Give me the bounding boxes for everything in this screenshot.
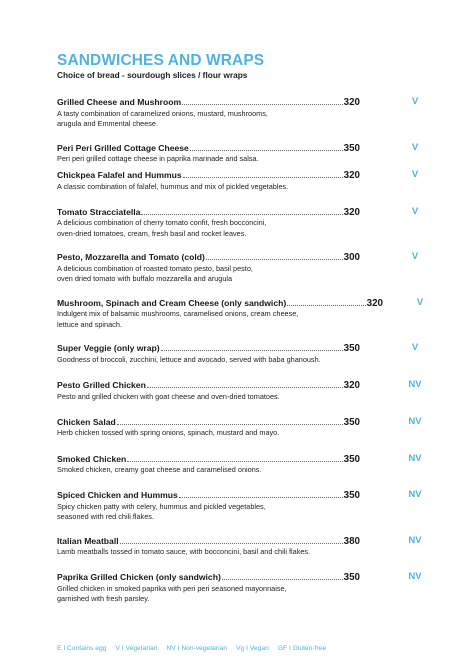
legend-entry: E I Contains egg bbox=[57, 645, 107, 652]
diet-mark: V bbox=[411, 251, 419, 263]
dot-leader bbox=[120, 542, 343, 544]
dot-leader bbox=[161, 349, 343, 351]
menu-item-description: arugula and Emmental cheese. bbox=[57, 119, 159, 128]
menu-item-description: oven dried tomato with buffalo mozzarella and arugula bbox=[57, 274, 233, 284]
menu-item-heading bbox=[57, 96, 360, 108]
menu-item-price: 350 bbox=[343, 343, 360, 355]
menu-item-description: Peri peri grilled cottage cheese in paprika marinade and salsa. bbox=[57, 154, 259, 163]
menu-item-description: Smoked chicken, creamy goat cheese and caramelised onions. bbox=[57, 465, 262, 475]
diet-mark: NV bbox=[408, 489, 422, 501]
menu-item-description: A delicious combination of roasted tomato pesto, basil pesto, bbox=[57, 263, 253, 273]
menu-item-heading bbox=[57, 297, 383, 309]
menu-item-name: Pesto Grilled Chicken bbox=[57, 380, 146, 391]
menu-item bbox=[57, 169, 427, 206]
dot-leader bbox=[147, 386, 343, 388]
menu-item-heading bbox=[57, 169, 360, 181]
menu-item-heading bbox=[57, 379, 360, 391]
legend-entry: V I Vegetarian bbox=[115, 645, 158, 652]
menu-item-list bbox=[57, 96, 427, 617]
menu-item-heading bbox=[57, 206, 360, 218]
dot-leader bbox=[183, 176, 343, 178]
menu-item-heading bbox=[57, 571, 360, 583]
dot-leader bbox=[222, 578, 343, 580]
page-title: SANDWICHES AND WRAPS bbox=[57, 52, 265, 69]
menu-item-description: Pesto and grilled chicken with goat cheese and oven-dried tomatoes. bbox=[57, 391, 280, 401]
menu-item-description: lettuce and spinach. bbox=[57, 319, 122, 329]
menu-item-heading bbox=[57, 251, 360, 263]
menu-item-heading bbox=[57, 453, 360, 465]
menu-item-name: Tomato Stracciatella bbox=[57, 206, 141, 217]
menu-item-price: 320 bbox=[343, 170, 360, 182]
menu-item bbox=[57, 453, 427, 490]
menu-item-description: seasoned with red chili flakes. bbox=[57, 512, 154, 522]
menu-item-description: Goodness of broccoli, zucchini, lettuce and avocado, served with baba ghanoush. bbox=[57, 354, 321, 364]
menu-item-price: 380 bbox=[343, 535, 360, 547]
menu-item-description: oven-dried tomatoes, cream, fresh basil and rocket leaves. bbox=[57, 228, 247, 238]
menu-item-name: Paprika Grilled Chicken (only sandwich) bbox=[57, 572, 221, 583]
menu-item-name: Italian Meatball bbox=[57, 535, 119, 546]
menu-item-price: 320 bbox=[343, 206, 360, 218]
menu-item-price: 320 bbox=[343, 380, 360, 392]
menu-item-name: Smoked Chicken bbox=[57, 453, 127, 464]
legend-entry: GF I Gluten-free bbox=[277, 645, 327, 652]
menu-item-description: Spicy chicken patty with celery, hummus and pickled vegetables, bbox=[57, 501, 266, 511]
legend-entry: NV I Non-vegetarian bbox=[166, 645, 228, 652]
menu-item-price: 350 bbox=[343, 453, 360, 465]
dot-leader bbox=[127, 460, 342, 462]
menu-item bbox=[57, 379, 427, 416]
menu-item-price: 350 bbox=[343, 490, 360, 502]
menu-item bbox=[57, 535, 427, 572]
legend-entry: Vg I Vegan bbox=[236, 645, 269, 652]
dot-leader bbox=[179, 496, 343, 498]
menu-item-description: garnished with fresh parsley. bbox=[57, 594, 150, 604]
dietary-legend bbox=[57, 645, 326, 652]
menu-item-description: A classic combination of falafel, hummus and mix of pickled vegetables. bbox=[57, 181, 289, 191]
menu-item bbox=[57, 489, 427, 535]
dot-leader bbox=[117, 423, 343, 425]
menu-item-heading bbox=[57, 489, 360, 501]
menu-item bbox=[57, 571, 427, 617]
menu-item-name: Mushroom, Spinach and Cream Cheese (only sandwich) bbox=[57, 297, 287, 308]
dot-leader bbox=[190, 149, 343, 151]
menu-item-description: A delicious combination of cherry tomato confit, fresh bocconcini, bbox=[57, 218, 267, 228]
diet-mark: V bbox=[411, 169, 419, 181]
menu-item-name: Spiced Chicken and Hummus bbox=[57, 490, 178, 501]
menu-item-name: Super Veggie (only wrap) bbox=[57, 343, 160, 354]
menu-item bbox=[57, 342, 427, 379]
menu-item bbox=[57, 297, 427, 343]
menu-item-heading bbox=[57, 535, 360, 547]
dot-leader bbox=[287, 304, 365, 306]
menu-item-price: 320 bbox=[343, 97, 360, 108]
menu-item-heading bbox=[57, 342, 360, 354]
diet-mark: V bbox=[416, 296, 424, 308]
menu-item-heading bbox=[57, 416, 360, 428]
menu-item-heading bbox=[57, 142, 360, 154]
page-subtitle: Choice of bread - sourdough slices / flour wraps bbox=[57, 70, 248, 80]
menu-item-price: 320 bbox=[366, 297, 383, 309]
menu-item-price: 350 bbox=[343, 416, 360, 428]
menu-item-description: Herb chicken tossed with spring onions, spinach, mustard and mayo. bbox=[57, 428, 280, 438]
dot-leader bbox=[141, 213, 342, 215]
menu-item-price: 350 bbox=[343, 572, 360, 584]
menu-item-description: A tasty combination of caramelized onions, mustard, mushrooms, bbox=[57, 108, 268, 118]
menu-item bbox=[57, 416, 427, 453]
diet-mark: NV bbox=[408, 452, 422, 464]
diet-mark: NV bbox=[408, 534, 422, 546]
diet-mark: NV bbox=[408, 379, 422, 391]
diet-mark: V bbox=[411, 205, 419, 217]
menu-item-price: 350 bbox=[343, 142, 360, 154]
menu-item-name: Grilled Cheese and Mushroom bbox=[57, 97, 182, 107]
diet-mark: V bbox=[411, 141, 419, 153]
menu-item-description: Lamb meatballs tossed in tomato sauce, with bocconcini, basil and chili flakes. bbox=[57, 547, 311, 557]
menu-item-description: Grilled chicken in smoked paprika with peri peri seasoned mayonnaise, bbox=[57, 583, 287, 593]
menu-item-price: 300 bbox=[343, 252, 360, 264]
menu-item-name: Peri Peri Grilled Cottage Cheese bbox=[57, 142, 189, 153]
menu-item bbox=[57, 206, 427, 252]
menu-item-description: Indulgent mix of balsamic mushrooms, caramelised onions, cream cheese, bbox=[57, 309, 299, 319]
menu-item-name: Chicken Salad bbox=[57, 416, 116, 427]
diet-mark: NV bbox=[408, 415, 422, 427]
menu-item-name: Chickpea Falafel and Hummus bbox=[57, 170, 182, 181]
diet-mark: V bbox=[411, 342, 419, 354]
dot-leader bbox=[182, 103, 342, 105]
diet-mark: NV bbox=[408, 571, 422, 583]
menu-item bbox=[57, 142, 427, 170]
menu-item-name: Pesto, Mozzarella and Tomato (cold) bbox=[57, 252, 205, 263]
dot-leader bbox=[206, 258, 343, 260]
menu-item bbox=[57, 96, 427, 142]
menu-item bbox=[57, 251, 427, 297]
diet-mark: V bbox=[411, 96, 419, 107]
